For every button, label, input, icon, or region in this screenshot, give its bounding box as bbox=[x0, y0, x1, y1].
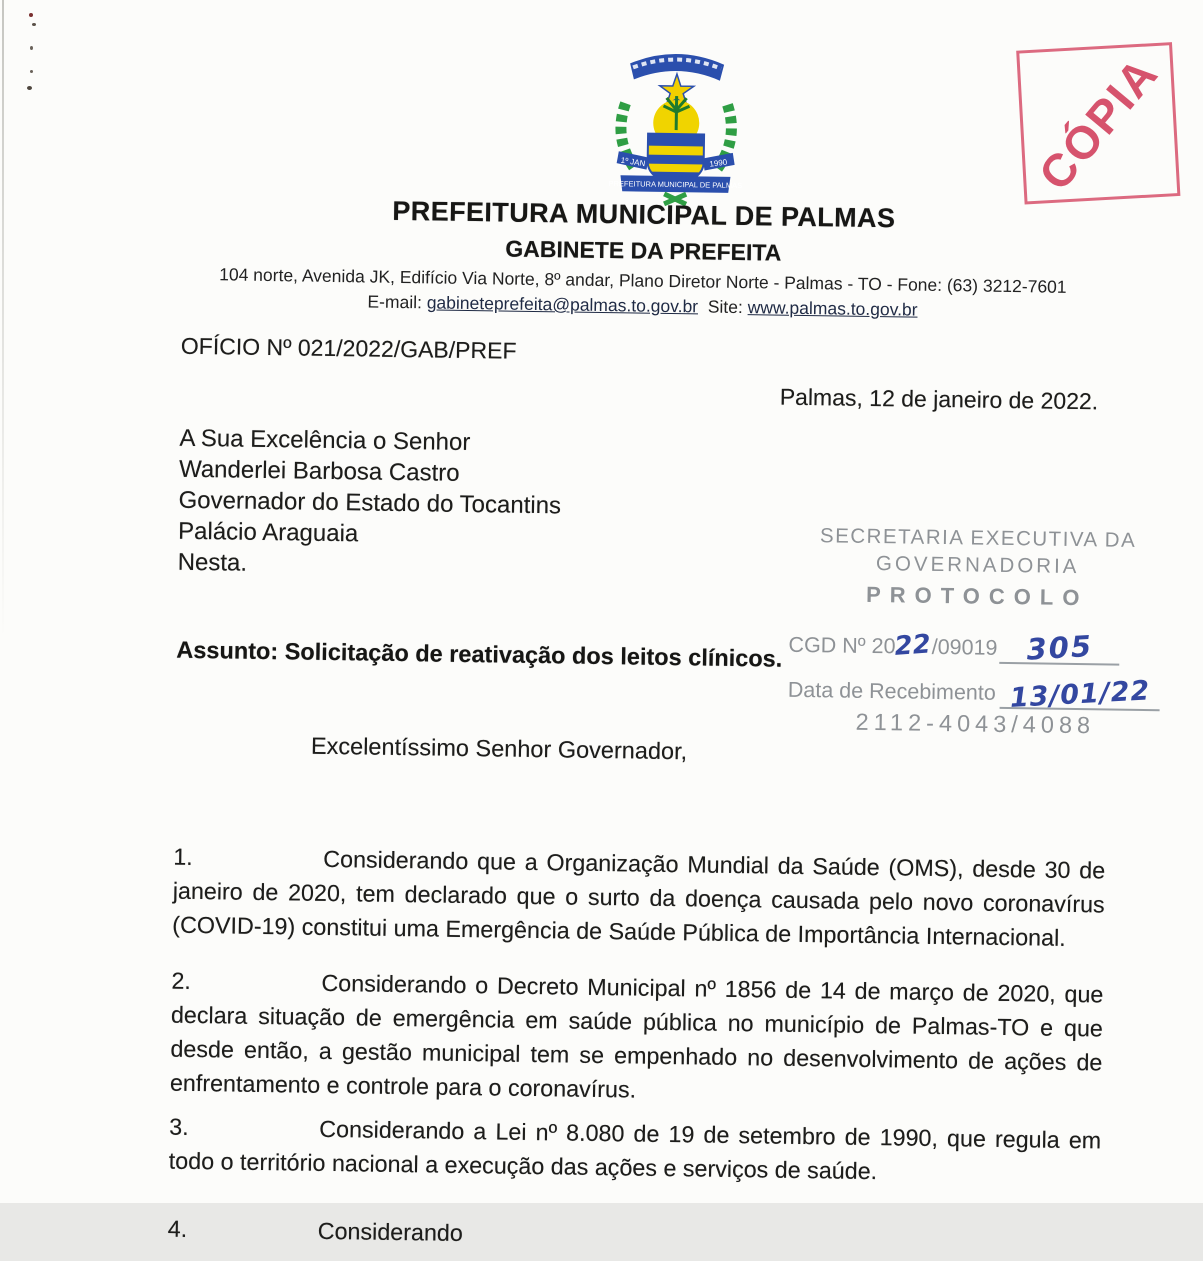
paragraph-number: 3. bbox=[169, 1113, 189, 1141]
paragraph-text: Considerando a Lei nº 8.080 de 19 de setembro de 1990, que regula em todo o território nacional a execução das ações e serviços de saúde. bbox=[168, 1116, 1102, 1185]
paragraph-4-clipped bbox=[168, 1212, 1100, 1260]
recipient-line: Wanderlei Barbosa Castro bbox=[178, 455, 460, 487]
recipient-block bbox=[177, 423, 562, 584]
protocol-stamp-line2: GOVERNADORIA bbox=[875, 552, 1080, 579]
paragraph-number: 4. bbox=[167, 1215, 188, 1243]
cgd-number-blank bbox=[999, 628, 1120, 666]
site-label: Site: bbox=[697, 296, 748, 318]
cgd-handwritten-year: 22 bbox=[893, 629, 932, 662]
paragraph-2 bbox=[170, 964, 1104, 1114]
logo-ribbon-text: PREFEITURA MUNICIPAL DE PALMAS bbox=[608, 179, 743, 191]
receipt-date-blank bbox=[1000, 675, 1160, 714]
protocol-stamp-line3: PROTOCOLO bbox=[865, 581, 1089, 611]
email-label: E-mail: bbox=[367, 291, 427, 313]
oficio-reference: OFÍCIO Nº 021/2022/GAB/PREF bbox=[180, 332, 517, 364]
protocol-receipt-line bbox=[788, 673, 1164, 712]
logo-date-left: 1º JAN bbox=[620, 155, 646, 169]
org-title: PREFEITURA MUNICIPAL DE PALMAS bbox=[392, 195, 896, 234]
paragraph-text: Considerando o Decreto Municipal nº 1856 de 14 de março de 2020, que declara situação de emergência em saúde pública no município de Palmas-TO e que desde então, a gestão municipal tem se empenhado no desenvolvimento de ações de enfrentamento e controle para o coronavírus. bbox=[169, 970, 1104, 1103]
site-link[interactable]: www.palmas.to.gov.br bbox=[747, 297, 918, 320]
salutation: Excelentíssimo Senhor Governador, bbox=[310, 732, 688, 765]
subject-line: Assunto: Solicitação de reativação dos leitos clínicos. bbox=[176, 636, 783, 672]
paragraph-text: Considerando bbox=[317, 1218, 464, 1247]
recipient-line: Governador do Estado do Tocantins bbox=[178, 486, 562, 520]
paragraph-number: 2. bbox=[171, 967, 192, 995]
paragraph-3 bbox=[169, 1110, 1102, 1192]
paragraph-text: Considerando que a Organização Mundial da Saúde (OMS), desde 30 de janeiro de 2020, tem declarado que o surto da doença causada pelo novo coronavírus (COVID-19) constitui uma Emergência de Saúde Pública de Importância Internacional. bbox=[172, 846, 1106, 952]
address-line: 104 norte, Avenida JK, Edifício Via Norte, 8º andar, Plano Diretor Norte - Palmas - TO - Fone: (63) 3212-7601 bbox=[219, 264, 1067, 297]
protocol-stamp-line1: SECRETARIA EXECUTIVA DA bbox=[819, 524, 1137, 552]
receipt-handwritten-date: 13/01/22 bbox=[1008, 675, 1151, 714]
cgd-handwritten-number: 305 bbox=[1025, 628, 1094, 667]
recipient-line: Nesta. bbox=[177, 548, 248, 577]
dept-title: GABINETE DA PREFEITA bbox=[505, 235, 782, 266]
protocol-phone: 2112-4043/4088 bbox=[855, 708, 1096, 739]
dateline: Palmas, 12 de janeiro de 2022. bbox=[779, 383, 1099, 415]
palmas-coat-of-arms-logo bbox=[594, 33, 759, 205]
paragraph-1 bbox=[172, 840, 1105, 956]
copia-stamp-label: CÓPIA bbox=[1028, 46, 1169, 200]
cgd-mid: /09019 bbox=[931, 634, 998, 660]
receipt-label: Data de Recebimento bbox=[787, 677, 996, 705]
logo-date-right: 1990 bbox=[708, 157, 728, 169]
cgd-prefix: CGD Nº 20 bbox=[788, 632, 896, 659]
recipient-line: Palácio Araguaia bbox=[177, 517, 359, 548]
email-link[interactable]: gabineteprefeita@palmas.to.gov.br bbox=[426, 292, 699, 317]
recipient-line: A Sua Excelência o Senhor bbox=[179, 424, 471, 457]
paragraph-number: 1. bbox=[173, 843, 193, 871]
protocol-cgd-line bbox=[788, 625, 1164, 667]
protocol-stamp bbox=[787, 524, 1166, 741]
copia-stamp bbox=[1016, 42, 1180, 204]
